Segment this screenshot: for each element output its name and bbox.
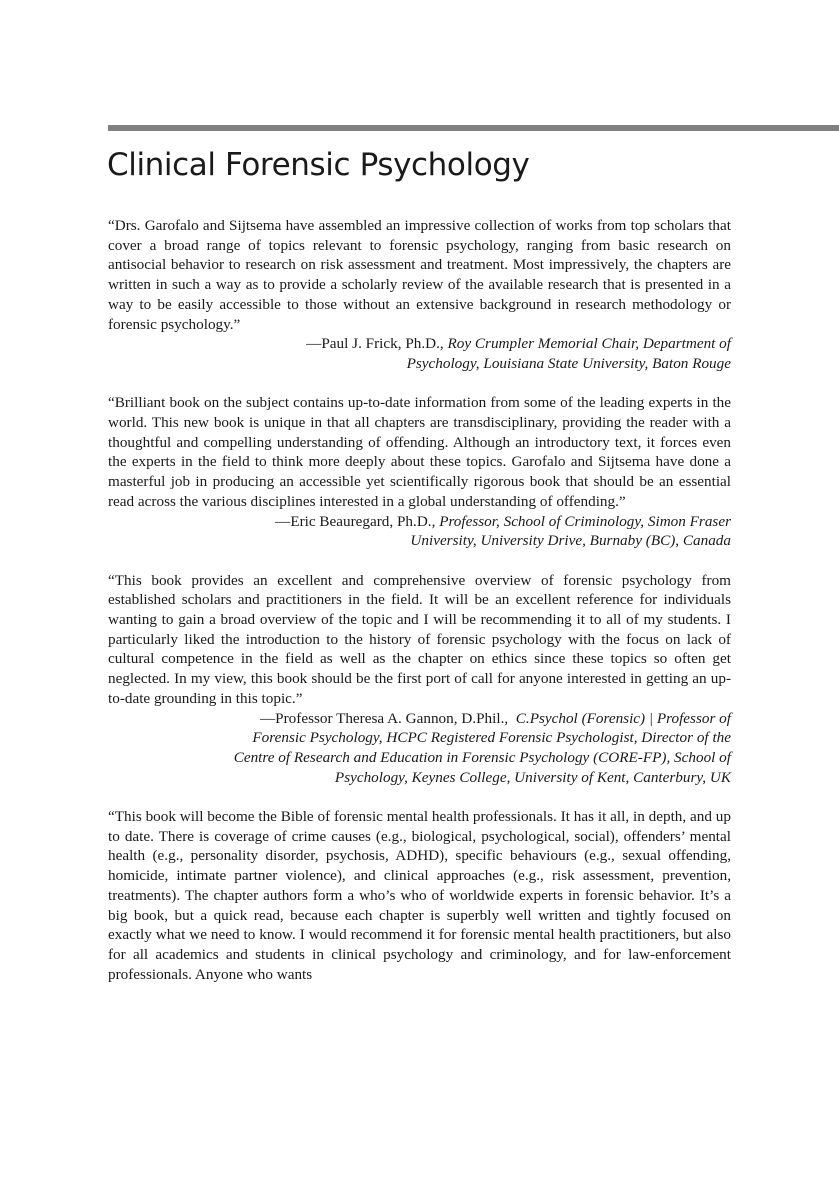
endorser-affiliation: C.Psychol (Forensic) | Professor of <box>515 709 731 727</box>
endorser-name: —Paul J. Frick, Ph.D., <box>306 335 444 353</box>
endorsement-attribution <box>108 709 731 788</box>
spacer <box>108 787 731 807</box>
page-title: Clinical Forensic Psychology <box>107 147 530 183</box>
endorser-affiliation: Centre of Research and Education in Forensic Psychology (CORE-FP), School of <box>233 748 731 766</box>
header-rule <box>108 125 839 131</box>
endorser-affiliation: Roy Crumpler Memorial Chair, Department of <box>447 335 731 353</box>
endorser-affiliation: Professor, School of Criminology, Simon Fraser <box>439 512 731 530</box>
endorser-affiliation: Psychology, Keynes College, University of Kent, Canterbury, UK <box>334 768 731 786</box>
spacer <box>108 551 731 571</box>
endorsement-quote: “This book provides an excellent and comprehensive overview of forensic psychology from established scholars and practitioners in the field. It will be an excellent reference for individuals wanting to gain a broad overview of the topic and I will be recommending it to all of my students. I particularly liked the introduction to the history of forensic psychology with the focus on lack of cultural competence in the field as well as the chapter on ethics since these topics so often get neglected. In my view, this book should be the first port of call for anyone interested in getting an up-to-date grounding in this topic.” <box>108 571 731 707</box>
endorser-name: —Eric Beauregard, Ph.D., <box>275 512 436 530</box>
endorser-name: —Professor Theresa A. Gannon, D.Phil., <box>259 709 509 727</box>
endorsement-quote: “Drs. Garofalo and Sijtsema have assembled an impressive collection of works from top scholars that cover a broad range of topics relevant to forensic psychology, ranging from basic research on antisocial behavior to research on risk assessment and treatment. Most impressively, the chapters are written in such a way as to provide a scholarly review of the available research that is presented in a way to be easily accessible to those without an extensive background in research methodology or forensic psychology.” <box>108 217 731 333</box>
endorsement-quote: “Brilliant book on the subject contains up-to-date information from some of the leading experts in the world. This new book is unique in that all chapters are transdisciplinary, providing the reader with a thoughtful and compelling understanding of offending. Although an introductory text, it forces even the experts in the field to think more deeply about these topics. Garofalo and Sijtsema have done a masterful job in producing an accessible yet scientifically rigorous book that should be an essential read across the various disciplines interested in a global understanding of offending.” <box>108 394 731 510</box>
endorser-affiliation: Psychology, Louisiana State University, Baton Rouge <box>406 354 731 372</box>
endorsement-attribution <box>108 512 731 551</box>
endorsement-attribution <box>108 334 731 373</box>
endorsement-quote: “This book will become the Bible of forensic mental health professionals. It has it all, in depth, and up to date. There is coverage of crime causes (e.g., biological, psychological, social), offenders’ mental health (e.g., personality disorder, psychosis, ADHD), specific behaviours (e.g., sexual offending, homicide, intimate partner violence), and clinical approaches (e.g., risk assessment, prevention, treatments). The chapter authors form a who’s who of worldwide experts in forensic behavior. It’s a big book, but a quick read, because each chapter is superbly well written and tightly focused on exactly what we need to know. I would recommend it for forensic mental health practitioners, but also for all academics and students in clinical psychology and criminology, and for law-enforcement professionals. Anyone who wants <box>108 808 731 983</box>
endorser-affiliation: University, University Drive, Burnaby (BC), Canada <box>410 532 731 550</box>
spacer <box>108 374 731 394</box>
endorsements <box>108 216 731 984</box>
endorser-affiliation: Forensic Psychology, HCPC Registered Forensic Psychologist, Director of the <box>252 729 731 747</box>
